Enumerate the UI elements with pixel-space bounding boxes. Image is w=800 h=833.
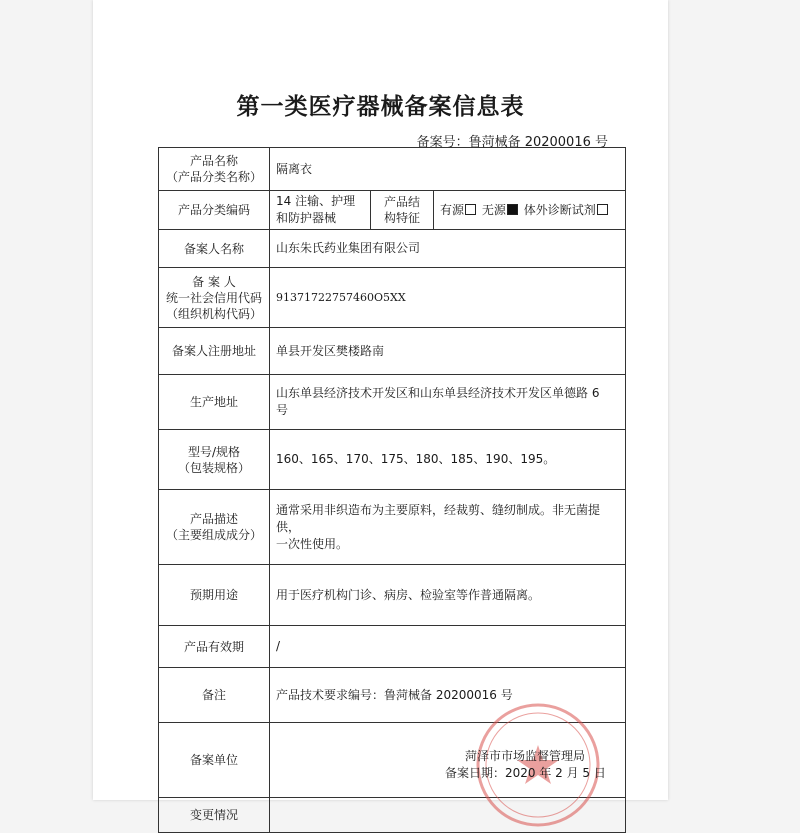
value-line: 山东单县经济技术开发区和山东单县经济技术开发区单德路 6 <box>276 386 600 400</box>
label-change-status: 变更情况 <box>159 798 270 833</box>
label-intended-use: 预期用途 <box>159 565 270 626</box>
value-intended-use: 用于医疗机构门诊、病房、检验室等作普通隔离。 <box>270 565 626 626</box>
option-ivd-label: 体外诊断试剂 <box>523 202 596 217</box>
value-registered-address: 单县开发区樊楼路南 <box>270 328 626 375</box>
row-registered-address <box>159 328 626 375</box>
label-filing-unit: 备案单位 <box>159 723 270 798</box>
row-product-name <box>159 148 626 191</box>
label-production-address: 生产地址 <box>159 375 270 430</box>
value-validity: / <box>270 626 626 668</box>
option-passive-checkbox <box>507 204 518 215</box>
label-line: 构特征 <box>383 211 420 225</box>
filing-date: 备案日期：2020 年 2 月 5 日 <box>445 766 606 780</box>
value-description <box>270 490 626 565</box>
document-title: 第一类医疗器械备案信息表 <box>236 94 525 120</box>
value-line: 通常采用非织造布为主要原料，经裁剪、缝纫制成。非无菌提供， <box>276 502 601 534</box>
row-validity <box>159 626 626 668</box>
label-model-spec <box>159 430 270 490</box>
label-line: （产品分类名称） <box>165 170 262 184</box>
label-line: （包装规格） <box>177 460 250 475</box>
value-production-address <box>270 375 626 430</box>
row-filer-name <box>159 230 626 268</box>
value-structure-options <box>434 191 626 230</box>
row-description <box>159 490 626 565</box>
value-line: 号 <box>276 403 289 417</box>
row-classification <box>159 191 626 230</box>
option-active-label: 有源 <box>440 202 465 217</box>
label-line: 备 案 人 <box>192 274 236 289</box>
label-line: 产品描述 <box>189 512 238 526</box>
label-line: （组织机构代码） <box>165 306 262 321</box>
label-remarks: 备注 <box>159 668 270 723</box>
label-filer-name: 备案人名称 <box>159 230 270 268</box>
label-line: 型号/规格 <box>187 444 241 459</box>
value-remarks: 产品技术要求编号：鲁菏械备 20200016 号 <box>270 668 626 723</box>
label-line: 产品名称 <box>189 154 238 168</box>
label-line: 统一社会信用代码 <box>165 290 262 305</box>
label-credit-code <box>159 268 270 328</box>
value-line: 一次性使用。 <box>276 536 349 551</box>
value-line: 14 注输、护理 <box>276 194 356 208</box>
label-description <box>159 490 270 565</box>
option-passive-label: 无源 <box>481 202 506 217</box>
row-intended-use <box>159 565 626 626</box>
label-product-name <box>159 148 270 191</box>
row-credit-code <box>159 268 626 328</box>
label-validity: 产品有效期 <box>159 626 270 668</box>
row-production-address <box>159 375 626 430</box>
issuing-authority: 菏泽市市场监督管理局 <box>465 749 586 763</box>
label-line: （主要组成成分） <box>165 528 262 542</box>
row-model-spec <box>159 430 626 490</box>
label-structure <box>371 191 434 230</box>
value-line: 和防护器械 <box>276 211 337 225</box>
label-classification-code: 产品分类编码 <box>159 191 270 230</box>
option-ivd-checkbox <box>597 204 608 215</box>
label-line: 产品结 <box>383 195 420 209</box>
label-registered-address: 备案人注册地址 <box>159 328 270 375</box>
record-number: 备案号：鲁菏械备 20200016 号 <box>416 135 608 150</box>
value-credit-code: 91371722757460O5XX <box>270 268 626 328</box>
option-active-checkbox <box>465 204 476 215</box>
value-classification-code <box>270 191 371 230</box>
value-filer-name: 山东朱氏药业集团有限公司 <box>270 230 626 268</box>
value-product-name: 隔离衣 <box>270 148 626 191</box>
value-model-spec: 160、165、170、175、180、185、190、195。 <box>270 430 626 490</box>
document-page <box>93 0 668 822</box>
